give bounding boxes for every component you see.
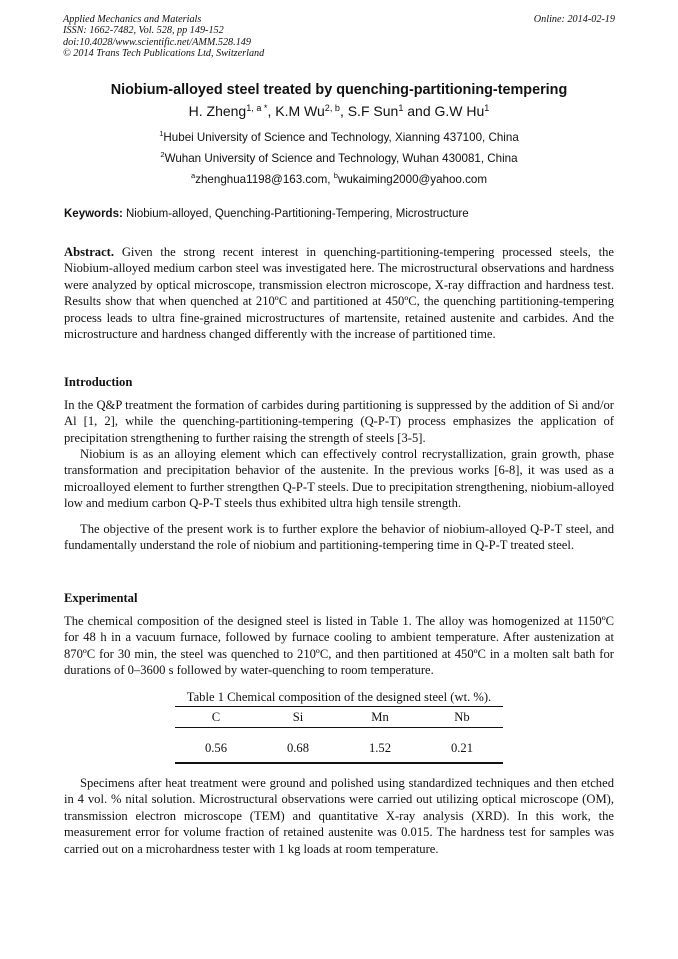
introduction-paragraph: The objective of the present work is to further explore the behavior of niobium-alloyed Q-P-T steel, and fundamentally understand the role of niobium and partitioning-tempering time in Q-P-T treated steel. <box>64 522 614 553</box>
section-heading-experimental: Experimental <box>64 591 138 605</box>
abstract: Abstract. Given the strong recent interest in quenching-partitioning-tempering processed steels, the Niobium-alloyed medium carbon steel was investigated here. The microstructural observations and hardness were analyzed by optical microscope, transmission electron microscope, X-ray diffraction and hardness test. Results show that when quenched at 210ºC and partitioned at 450ºC, the quenching partitioning-tempering process leads to ultra fine-grained microstructures of martensite, retained austenite and carbides. And the microstructure and hardness changed differently with the increase of partitioned time. <box>64 245 614 342</box>
table-cell: 0.21 <box>421 728 503 764</box>
author: K.M Wu$^{2, b}$ <box>275 103 340 119</box>
copyright: © 2014 Trans Tech Publications Ltd, Switzerland <box>63 48 265 60</box>
journal-header <box>63 14 615 60</box>
table-cell: 1.52 <box>339 728 421 764</box>
online-date: Online: 2014-02-19 <box>533 14 615 25</box>
affiliation: $^1$Hubei University of Science and Technology, Xianning 437100, China <box>159 129 519 144</box>
column-header: Nb <box>421 707 503 728</box>
column-header: Si <box>257 707 339 728</box>
composition-table <box>175 706 503 764</box>
email-link[interactable]: wukaiming2000@yahoo.com <box>337 173 487 186</box>
author: H. Zheng$^{1, a *}$ <box>188 103 268 119</box>
introduction-paragraph: In the Q&P treatment the formation of carbides during partitioning is suppressed by the addition of Si and/or Al [1, 2], while the quenching-partitioning-tempering (Q-P-T) process emphasizes the application of precipitation strengthening to further raising the strength of steels [3-5]. <box>64 398 614 445</box>
table-cell: 0.68 <box>257 728 339 764</box>
table-header-row <box>175 707 503 728</box>
doi: doi:10.4028/www.scientific.net/AMM.528.149 <box>63 36 251 48</box>
experimental-paragraph: Specimens after heat treatment were ground and polished using standardized techniques and then etched in 4 vol. % nital solution. Microstructural observations were carried out utilizing optical microscope (OM), transmission electron microscope (TEM) and quantitative X-ray analysis (XRD). In this work, the measurement error for volume fraction of retained austenite was 0.015. The hardness test for samples was carried out on a microhardness tester with 1 kg loads at room temperature. <box>64 776 614 856</box>
experimental-paragraph: The chemical composition of the designed steel is listed in Table 1. The alloy was homogenized at 1150ºC for 48 h in a vacuum furnace, followed by furnace cooling to ambient temperature. After austenization at 870ºC for 30 min, the steel was quenched to 210ºC, and then partitioned at 450ºC in a molten salt bath for durations of 0–3600 s followed by water-quenching to room temperature. <box>64 614 614 678</box>
author-emails: $^a$zhenghua1198@163.com, $^b$wukaiming2000@yahoo.com <box>190 171 487 186</box>
column-header: Mn <box>339 707 421 728</box>
affiliation: $^2$Wuhan University of Science and Technology, Wuhan 430081, China <box>160 150 518 165</box>
table-caption: Table 1 Chemical composition of the designed steel (wt. %). <box>186 690 492 704</box>
abstract-label: Abstract. <box>64 245 115 259</box>
author-list: H. Zheng$^{1, a *}$, K.M Wu$^{2, b}$, S.F Sun$^1$ and G.W Hu$^1$ <box>188 103 490 119</box>
author: G.W Hu$^1$ <box>434 103 490 119</box>
keywords: Keywords: Niobium-alloyed, Quenching-Partitioning-Tempering, Microstructure <box>64 208 469 220</box>
issn: ISSN: 1662-7482, Vol. 528, pp 149-152 <box>63 25 224 37</box>
email-link[interactable]: zhenghua1198@163.com <box>195 173 328 186</box>
paper-title: Niobium-alloyed steel treated by quenching-partitioning-tempering <box>110 82 568 98</box>
table-row <box>175 728 503 764</box>
introduction-paragraph: Niobium is as an alloying element which can effectively control recrystallization, grain growth, phase transformation and precipitation behavior of the austenite. In the previous works [6-8], it was used as a microalloyed element to further strengthen Q-P-T steels. Due to precipitation strengthening, niobium-alloyed low and medium carbon Q-P-T steels thus exhibited ultra high tensile strength. <box>64 447 614 511</box>
column-header: C <box>175 707 257 728</box>
table-cell: 0.56 <box>175 728 257 764</box>
journal-name: Applied Mechanics and Materials <box>63 14 202 25</box>
section-heading-introduction: Introduction <box>64 375 133 389</box>
author: S.F Sun$^1$ <box>347 103 404 119</box>
